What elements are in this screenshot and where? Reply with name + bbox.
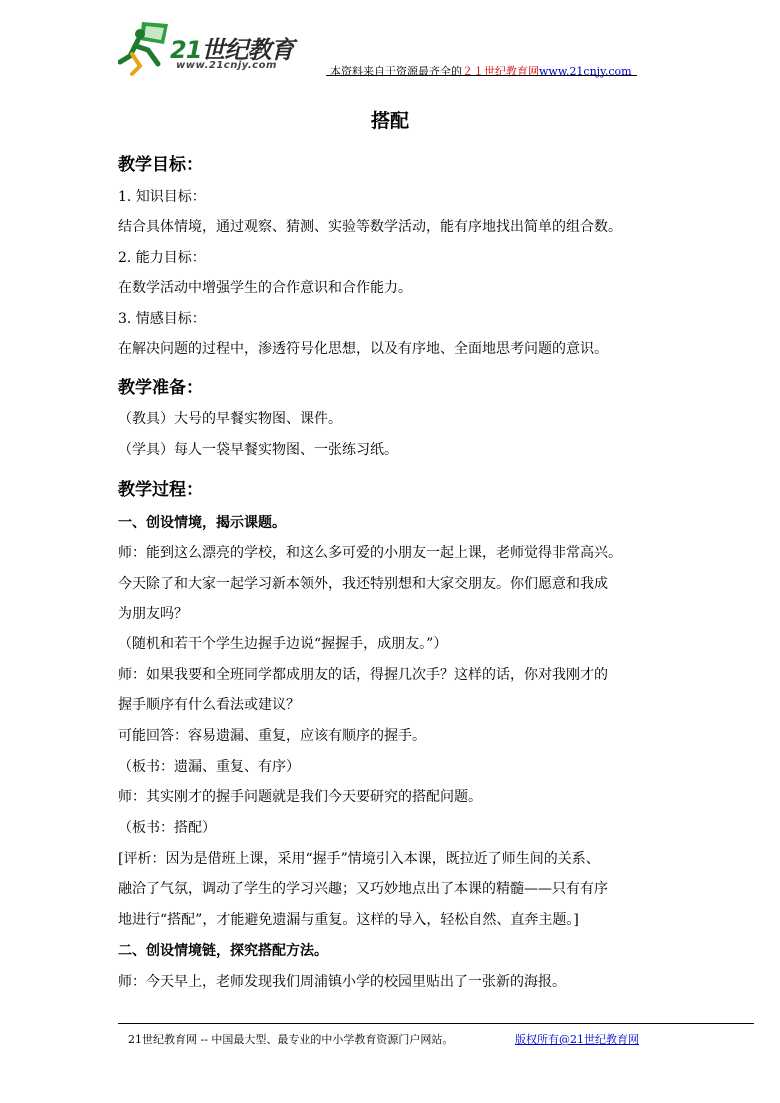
paragraph-line: 地进行“搭配”，才能避免遗漏与重复。这样的导入，轻松自然、直奔主题。]	[118, 912, 579, 928]
paragraph-line: 融洽了气氛，调动了学生的学习兴趣；又巧妙地点出了本课的精髓——只有有序	[118, 881, 608, 897]
paragraph-line: 师：能到这么漂亮的学校，和这么多可爱的小朋友一起上课，老师觉得非常高兴。	[118, 545, 622, 561]
paragraph-line: （板书：遗漏、重复、有序）	[118, 759, 300, 775]
header-source-text: 本资料来自于资源最齐全的２１世纪教育网www.21cnjy.com	[330, 65, 632, 78]
goals-heading: 教学目标：	[118, 155, 203, 175]
paragraph-line: 师：今天早上，老师发现我们周浦镇小学的校园里贴出了一张新的海报。	[118, 974, 566, 990]
logo-url: www.21cnjy.com	[176, 60, 277, 71]
goal2-text: 在数学活动中增强学生的合作意识和合作能力。	[118, 280, 412, 296]
paragraph-line: [评析：因为是借班上课，采用“握手”情境引入本课，既拉近了师生间的关系、	[118, 851, 600, 867]
prep-heading: 教学准备：	[118, 378, 203, 398]
logo-text: 21世纪教育	[170, 36, 294, 64]
goal3-text: 在解决问题的过程中，渗透符号化思想，以及有序地、全面地思考问题的意识。	[118, 341, 608, 357]
paragraph-line: （随机和若干个学生边握手边说“握握手，成朋友。”）	[118, 636, 448, 652]
goal1-text: 结合具体情境，通过观察、猜测、实验等数学活动，能有序地找出简单的组合数。	[118, 219, 622, 235]
paragraph-line: 可能回答：容易遗漏、重复，应该有顺序的握手。	[118, 728, 426, 744]
paragraph-line: 握手顺序有什么看法或建议？	[118, 697, 300, 713]
paragraph-line: 今天除了和大家一起学习新本领外，我还特别想和大家交朋友。你们愿意和我成	[118, 576, 608, 592]
goal2-label: 2. 能力目标：	[118, 250, 206, 266]
part1-heading: 一、创设情境，揭示课题。	[118, 515, 286, 531]
footer-copyright-link[interactable]: 版权所有@21世纪教育网	[515, 1033, 639, 1046]
footer-text: 21世纪教育网 -- 中国最大型、最专业的中小学教育资源门户网站。	[128, 1033, 454, 1046]
prep-item-teacher: （教具）大号的早餐实物图、课件。	[118, 411, 342, 427]
process-heading: 教学过程：	[118, 480, 203, 500]
header-divider	[326, 75, 637, 76]
goal3-label: 3. 情感目标：	[118, 311, 206, 327]
paragraph-line: 师：如果我要和全班同学都成朋友的话，得握几次手？这样的话，你对我刚才的	[118, 667, 608, 683]
paragraph-line: 为朋友吗？	[118, 606, 188, 622]
header-url-link[interactable]: www.21cnjy.com	[539, 65, 632, 78]
paragraph-line: 师：其实刚才的握手问题就是我们今天要研究的搭配问题。	[118, 789, 482, 805]
paragraph-line: （板书：搭配）	[118, 820, 216, 836]
prep-item-student: （学具）每人一袋早餐实物图、一张练习纸。	[118, 442, 398, 458]
goal1-label: 1. 知识目标：	[118, 189, 206, 205]
part2-heading: 二、创设情境链，探究搭配方法。	[118, 943, 328, 959]
header-site-link[interactable]: ２１世纪教育网	[462, 65, 539, 78]
runner-logo-icon	[118, 20, 178, 78]
footer-divider	[118, 1023, 754, 1024]
document-title: 搭配	[370, 110, 409, 132]
